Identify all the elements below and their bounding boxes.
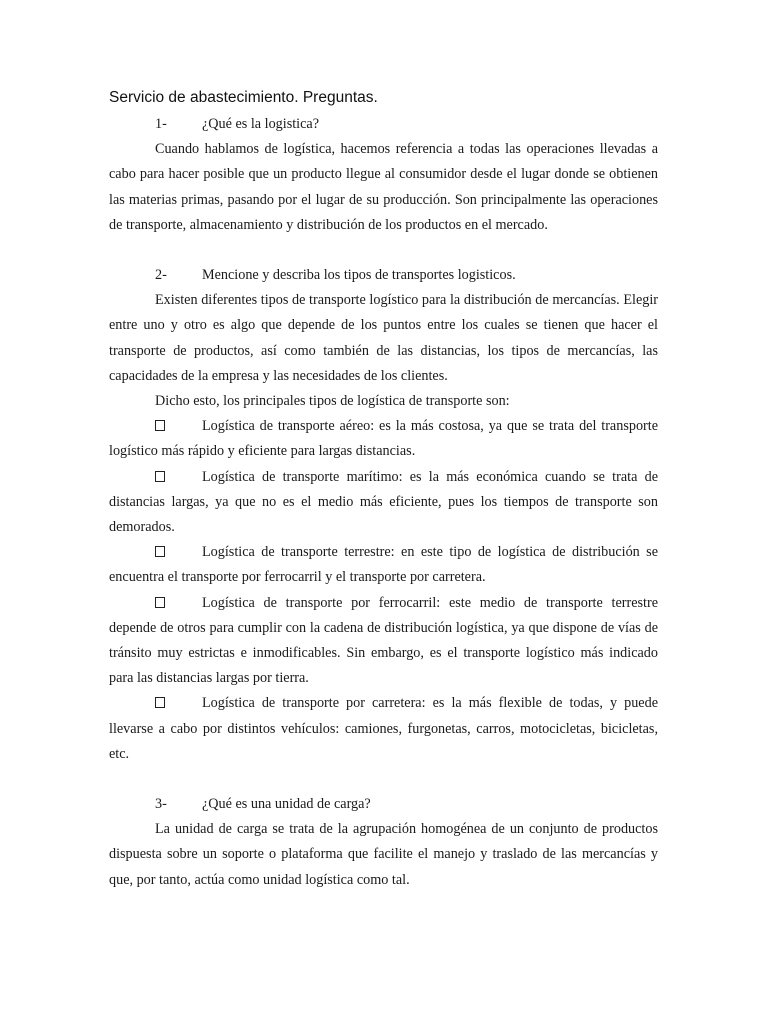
document-title: Servicio de abastecimiento. Preguntas.	[109, 89, 378, 106]
bullet-item	[109, 591, 658, 692]
section-gap	[109, 238, 658, 263]
question-number: 3-	[155, 796, 167, 813]
checkbox-square-icon	[155, 697, 165, 708]
answer-paragraph: Cuando hablamos de logística, hacemos referencia a todas las operaciones llevadas a cabo para hacer posible que un producto llegue al consumidor desde el lugar donde se obtienen las materias primas, pasando por el lugar de su producción. Son principalmente las operaciones de transporte, almacenamiento y distribución de los productos en el mercado.	[109, 141, 658, 233]
question-text: Mencione y describa los tipos de transportes logisticos.	[202, 267, 516, 284]
bullet-text: Logística de transporte por carretera: es la más flexible de todas, y puede llevarse a cabo por distintos vehículos: camiones, furgonetas, carros, motocicletas, bicicletas, etc.	[109, 695, 658, 762]
checkbox-square-icon	[155, 546, 165, 557]
answer-paragraph: Existen diferentes tipos de transporte logístico para la distribución de mercancías. Elegir entre uno y otro es algo que depende de los puntos entre los cuales se tienen que hacer el transporte de productos, así como también de las distancias, los tipos de mercancías, las capacidades de la empresa y las necesidades de los clientes.	[109, 292, 658, 384]
question-2	[109, 263, 658, 288]
question-3	[109, 792, 658, 817]
bullet-text: Logística de transporte por ferrocarril: este medio de transporte terrestre depende de otros para cumplir con la cadena de distribución logística, ya que dispone de vías de tránsito muy estrictas e inmodificables. Sin embargo, es el transporte logístico más indicado para las distancias largas por tierra.	[109, 594, 658, 687]
question-number: 1-	[155, 116, 167, 132]
question-text: ¿Qué es una unidad de carga?	[202, 796, 371, 813]
answer-paragraph: Dicho esto, los principales tipos de logística de transporte son:	[155, 393, 510, 410]
bullet-text: Logística de transporte terrestre: en este tipo de logística de distribución se encuentra el transporte por ferrocarril y el transporte por carretera.	[109, 544, 658, 586]
question-text: ¿Qué es la logistica?	[202, 116, 319, 132]
bullet-item	[109, 540, 658, 590]
bullet-text: Logística de transporte aéreo: es la más costosa, ya que se trata del transporte logístico más rápido y eficiente para largas distancias.	[109, 418, 658, 460]
question-number: 2-	[155, 267, 167, 284]
answer-paragraph: La unidad de carga se trata de la agrupación homogénea de un conjunto de productos dispuesta sobre un soporte o plataforma que facilite el manejo y traslado de las mercancías y que, por tanto, actúa como unidad logística como tal.	[109, 821, 658, 888]
question-1	[109, 112, 658, 137]
bullet-item	[109, 414, 658, 464]
checkbox-square-icon	[155, 597, 165, 608]
bullet-text: Logística de transporte marítimo: es la más económica cuando se trata de distancias largas, ya que no es el medio más eficiente, pues los tiempos de transporte son demorados.	[109, 468, 658, 536]
bullet-item	[109, 465, 658, 541]
checkbox-square-icon	[155, 471, 165, 482]
checkbox-square-icon	[155, 420, 165, 431]
bullet-item	[109, 691, 658, 767]
section-gap	[109, 767, 658, 792]
